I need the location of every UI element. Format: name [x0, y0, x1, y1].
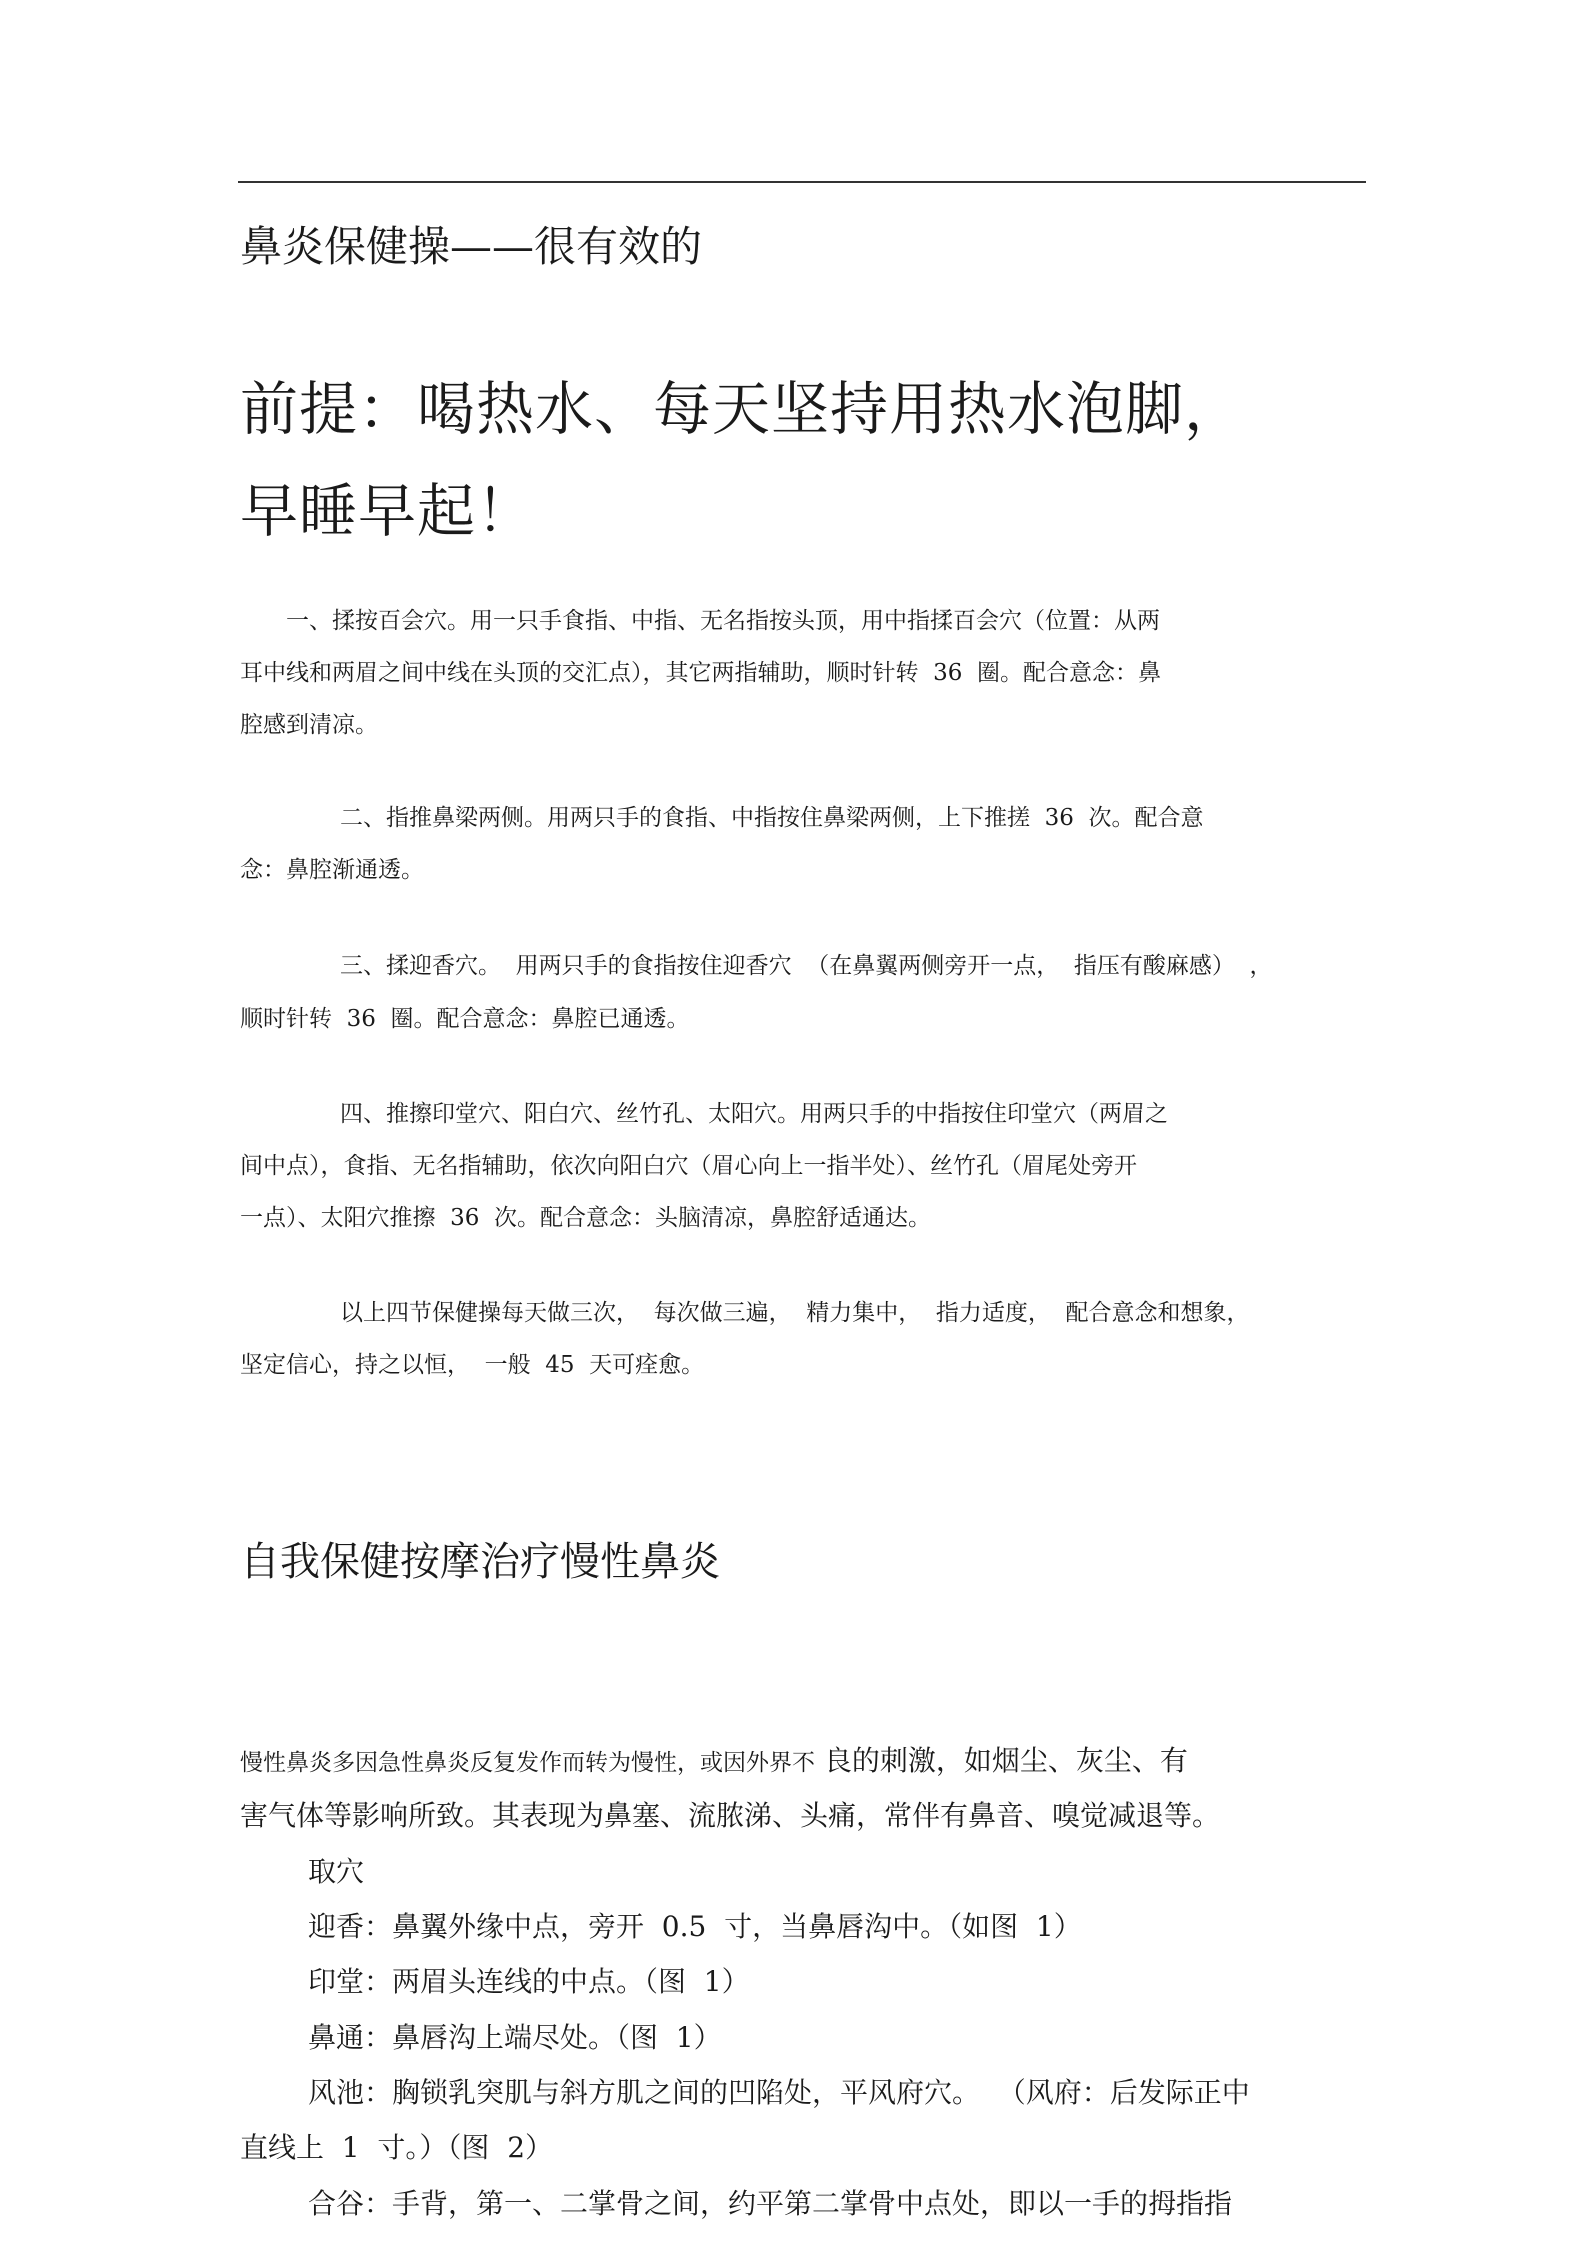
step-1-line-3: 腔感到清凉。 — [240, 712, 378, 738]
intro-line-1-large: 良的刺激，如烟尘、灰尘、有 — [815, 1744, 1188, 1777]
step-3-line-1: 三、揉迎香穴。 用两只手的食指按住迎香穴 （在鼻翼两侧旁开一点， 指压有酸麻感） ， — [340, 953, 1273, 979]
premise-line-1: 前提：喝热水、每天坚持用热水泡脚， — [240, 375, 1244, 443]
step-3-line-2: 顺时针转 36 圈。配合意念：鼻腔已通透。 — [240, 1006, 690, 1032]
step-2-line-1: 二、指推鼻梁两侧。用两只手的食指、中指按住鼻梁两侧，上下推搓 36 次。配合意 — [340, 805, 1204, 831]
acupoint-yingxiang: 迎香：鼻翼外缘中点，旁开 0.5 寸，当鼻唇沟中。（如图 1） — [308, 1910, 1082, 1943]
acupoint-hegu: 合谷：手背，第一、二掌骨之间，约平第二掌骨中点处，即以一手的拇指指 — [308, 2187, 1233, 2220]
acupoint-fengchi: 风池：胸锁乳突肌与斜方肌之间的凹陷处，平风府穴。 （风府：后发际正中 — [308, 2076, 1250, 2109]
acupoint-yintang: 印堂：两眉头连线的中点。（图 1） — [308, 1965, 750, 1998]
step-1-line-2: 耳中线和两眉之间中线在头顶的交汇点），其它两指辅助，顺时针转 36 圈。配合意念：鼻 — [240, 660, 1162, 686]
intro-line-1 — [240, 1744, 1188, 1777]
intro-line-1-small: 慢性鼻炎多因急性鼻炎反复发作而转为慢性，或因外界不 — [240, 1750, 815, 1776]
step-4-line-3: 一点）、太阳穴推擦 36 次。配合意念：头脑清凉，鼻腔舒适通达。 — [240, 1205, 932, 1231]
intro-line-2: 害气体等影响所致。其表现为鼻塞、流脓涕、头痛，常伴有鼻音、嗅觉减退等。 — [240, 1799, 1221, 1832]
summary-line-1: 以上四节保健操每天做三次， 每次做三遍， 精力集中， 指力适度， 配合意念和想象， — [340, 1300, 1250, 1326]
summary-line-2: 坚定信心，持之以恒， 一般 45 天可痊愈。 — [240, 1352, 705, 1378]
step-4-line-2: 间中点），食指、无名指辅助，依次向阳白穴（眉心向上一指半处）、丝竹孔（眉尾处旁开 — [240, 1153, 1137, 1179]
top-rule — [238, 181, 1366, 183]
doc-title: 鼻炎保健操——很有效的 — [240, 222, 703, 271]
step-4-line-1: 四、推擦印堂穴、阳白穴、丝竹孔、太阳穴。用两只手的中指按住印堂穴（两眉之 — [340, 1101, 1168, 1127]
acupoint-fengchi-cont: 直线上 1 寸。）（图 2） — [240, 2131, 554, 2164]
step-2-line-2: 念：鼻腔渐通透。 — [240, 857, 424, 883]
acupoint-bitong: 鼻通：鼻唇沟上端尽处。（图 1） — [308, 2021, 722, 2054]
step-1-line-1: 一、揉按百会穴。用一只手食指、中指、无名指按头顶，用中指揉百会穴（位置：从两 — [286, 608, 1160, 634]
section-heading: 自我保健按摩治疗慢性鼻炎 — [240, 1539, 720, 1585]
premise-line-2: 早睡早起！ — [240, 477, 536, 545]
acupoints-label: 取穴 — [308, 1855, 365, 1888]
